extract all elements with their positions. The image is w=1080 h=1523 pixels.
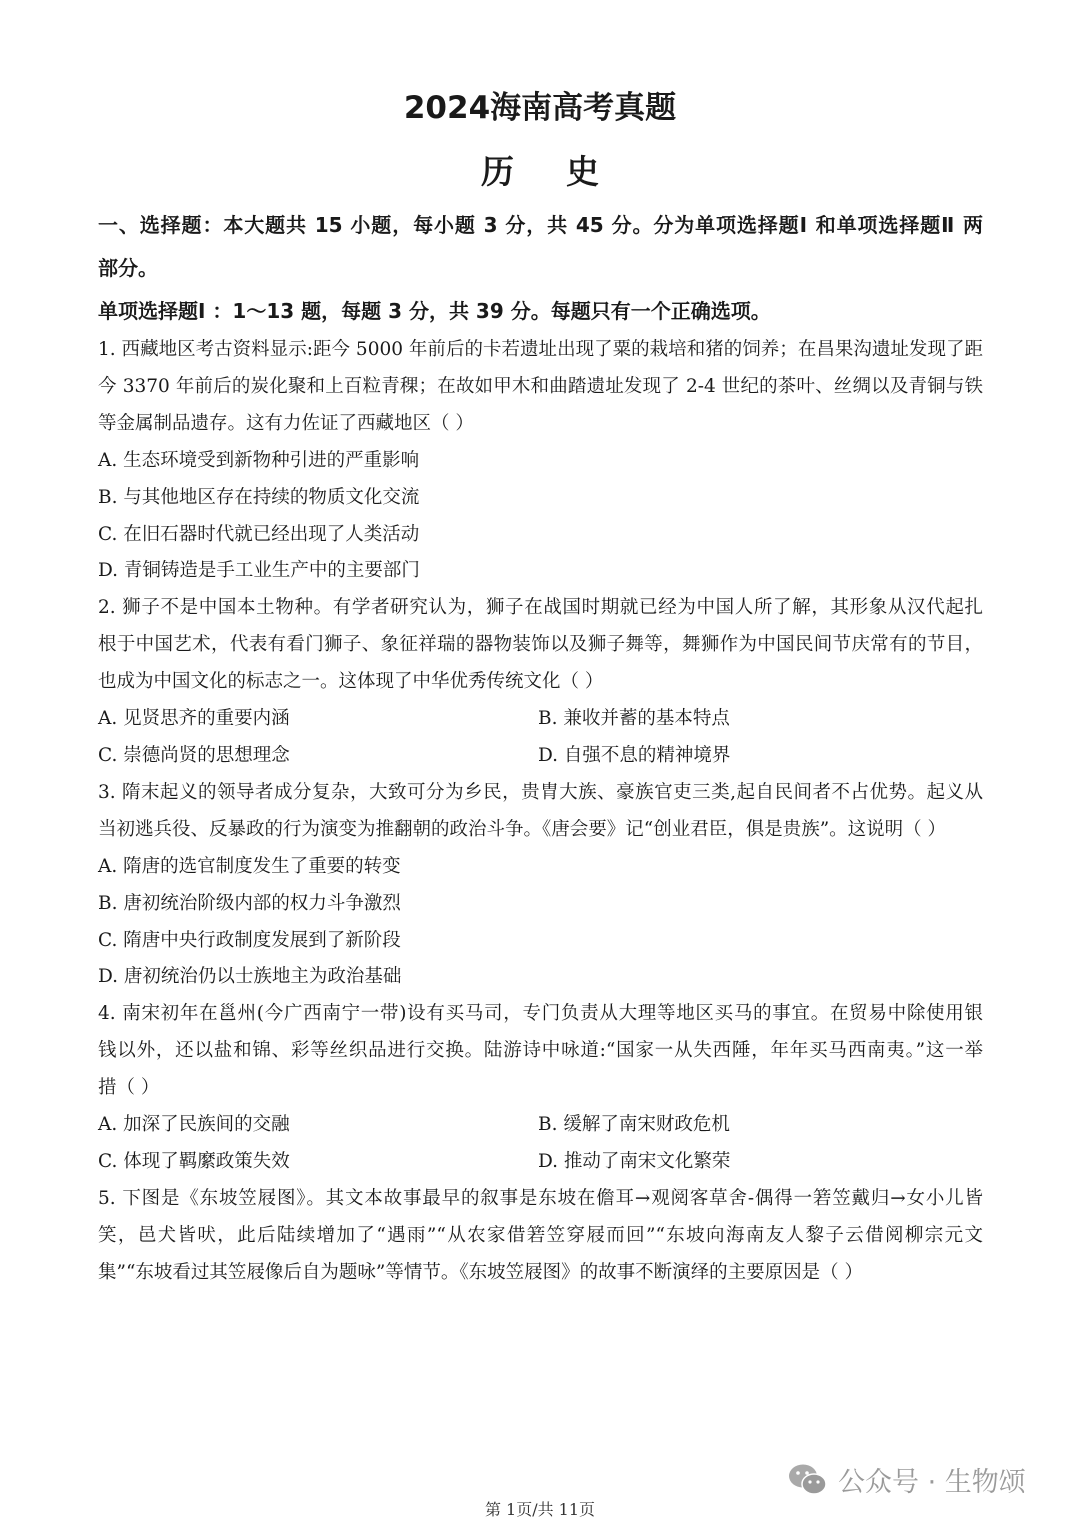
- answer-option: A. 见贤思齐的重要内涵: [98, 708, 290, 730]
- question-stem-line: 也成为中国文化的标志之一。这体现了中华优秀传统文化（ ）: [98, 671, 604, 693]
- watermark: [788, 1460, 1026, 1499]
- option-row: [98, 1144, 983, 1181]
- section-header-line: 一、选择题：本大题共 15 小题，每小题 3 分，共 45 分。分为单项选择题Ⅰ 和单项选择题Ⅱ 两: [98, 213, 983, 237]
- question-3: [98, 775, 983, 996]
- option-row: [98, 1107, 983, 1144]
- answer-option: D. 唐初统治仍以士族地主为政治基础: [98, 966, 402, 988]
- answer-option: C. 崇德尚贤的思想理念: [98, 744, 290, 766]
- page-number: 第 1页/共 11页: [484, 1500, 596, 1519]
- question-list: [98, 332, 983, 1292]
- answer-option: B. 缓解了南宋财政危机: [538, 1114, 730, 1136]
- answer-option: A. 生态环境受到新物种引进的严重影响: [98, 449, 420, 471]
- answer-option: B. 唐初统治阶级内部的权力斗争激烈: [98, 892, 401, 914]
- answer-option: D. 推动了南宋文化繁荣: [538, 1150, 731, 1172]
- document-title: 2024海南高考真题: [403, 90, 677, 126]
- answer-option: A. 加深了民族间的交融: [98, 1114, 290, 1136]
- option-row: [98, 738, 983, 775]
- answer-option: C. 隋唐中央行政制度发展到了新阶段: [98, 929, 401, 951]
- subject-title: 历史: [481, 152, 651, 191]
- option-row: [98, 701, 983, 738]
- section-header-line: 部分。: [98, 256, 158, 280]
- question-stem-line: 3. 隋末起义的领导者成分复杂，大致可分为乡民，贵胄大族、豪族官吏三类,起自民间者不占优势。起义从: [98, 781, 983, 803]
- question-stem-line: 当初逃兵役、反暴政的行为演变为推翻朝的政治斗争。《唐会要》记“创业君臣，俱是贵族”。这说明（ ）: [98, 818, 947, 840]
- question-stem-line: 4. 南宋初年在邕州(今广西南宁一带)设有买马司，专门负责从大理等地区买马的事宜。在贸易中除使用银: [98, 1003, 983, 1025]
- exam-content: [98, 204, 983, 1292]
- question-stem-line: 笑，邑犬皆吠，此后陆续增加了“遇雨”“从农家借箬笠穿屐而回”“东坡向海南友人黎子云借阅柳宗元文: [98, 1224, 983, 1246]
- answer-option: D. 青铜铸造是手工业生产中的主要部门: [98, 560, 420, 582]
- question-stem-line: 今 3370 年前后的炭化聚和上百粒青稞；在故如甲木和曲踏遗址发现了 2-4 世纪的茶叶、丝绸以及青铜与铁: [98, 375, 983, 397]
- question-stem-line: 1. 西藏地区考古资料显示:距今 5000 年前后的卡若遗址出现了粟的栽培和猪的饲养；在昌果沟遗址发现了距: [98, 339, 983, 360]
- question-stem-line: 等金属制品遗存。这有力佐证了西藏地区（ ）: [98, 412, 474, 434]
- answer-option: D. 自强不息的精神境界: [538, 744, 731, 766]
- sub-header: 单项选择题Ⅰ ：1～13 题，每题 3 分，共 39 分。每题只有一个正确选项。: [98, 299, 771, 323]
- question-4: [98, 996, 983, 1181]
- question-1: [98, 332, 983, 590]
- question-stem-line: 2. 狮子不是中国本土物种。有学者研究认为，狮子在战国时期就已经为中国人所了解，其形象从汉代起扎: [98, 597, 983, 619]
- answer-option: A. 隋唐的选官制度发生了重要的转变: [98, 855, 401, 877]
- question-stem-line: 集”“东坡看过其笠屐像后自为题咏”等情节。《东坡笠屐图》的故事不断演绎的主要原因是（ ）: [98, 1261, 864, 1283]
- question-stem-line: 措（ ）: [98, 1077, 160, 1099]
- question-stem-line: 5. 下图是《东坡笠屐图》。其文本故事最早的叙事是东坡在儋耳→观阅客草舍-偶得一箬笠戴归→女小儿皆: [98, 1187, 983, 1209]
- question-5: [98, 1181, 983, 1292]
- question-stem-line: 根于中国艺术，代表有看门狮子、象征祥瑞的器物装饰以及狮子舞等，舞狮作为中国民间节庆常有的节目，: [98, 634, 983, 656]
- answer-option: B. 兼收并蓄的基本特点: [538, 708, 730, 730]
- wechat-icon: [788, 1463, 828, 1497]
- answer-option: C. 在旧石器时代就已经出现了人类活动: [98, 523, 420, 545]
- question-2: [98, 590, 983, 775]
- question-stem-line: 钱以外，还以盐和锦、彩等丝织品进行交换。陆游诗中咏道:“国家一从失西陲，年年买马西南夷。”这一举: [98, 1040, 983, 1062]
- answer-option: C. 体现了羁縻政策失效: [98, 1150, 290, 1172]
- watermark-text: 公众号 · 生物颂: [838, 1467, 1026, 1498]
- answer-option: B. 与其他地区存在持续的物质文化交流: [98, 486, 420, 508]
